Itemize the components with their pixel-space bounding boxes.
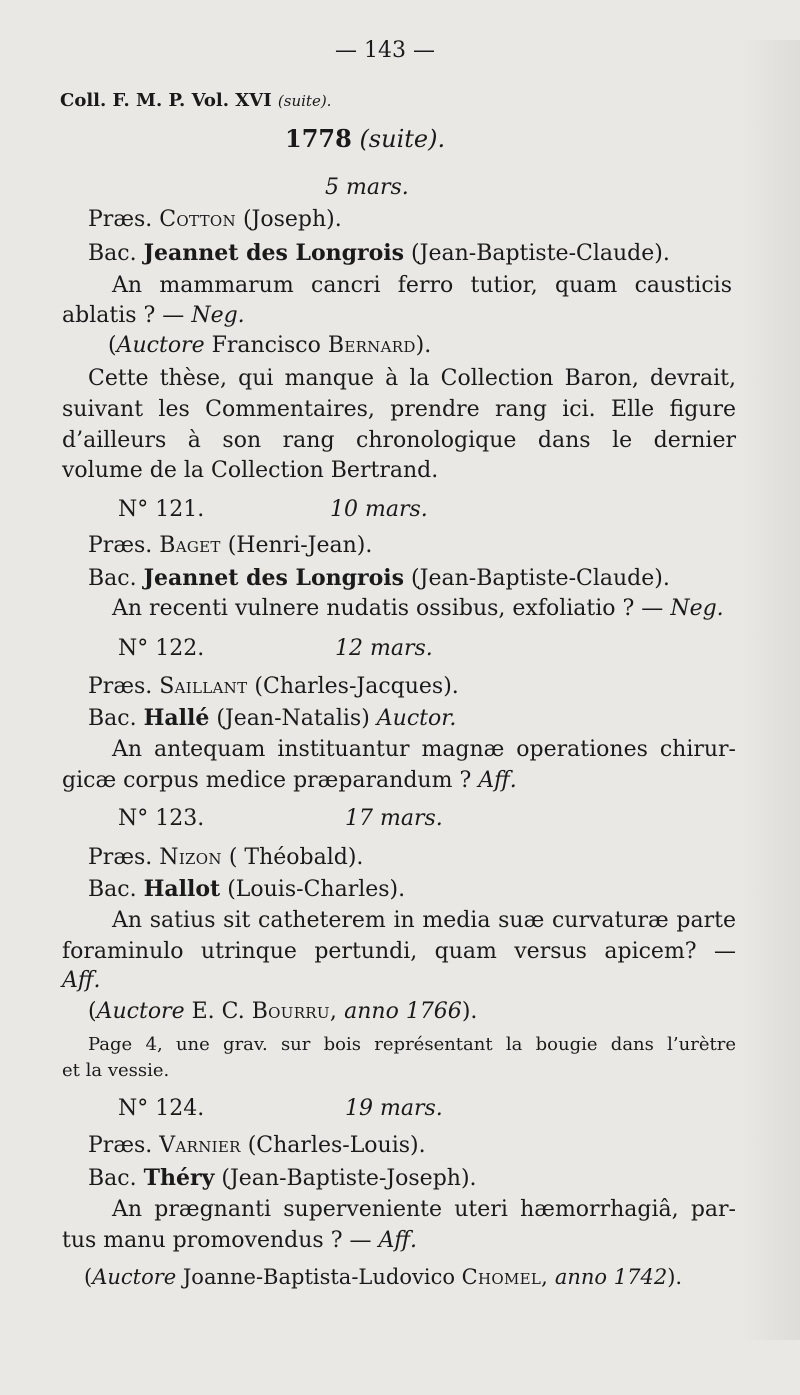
bleed-through-shadow [740, 40, 800, 1340]
auctor-name: Bourru, [251, 999, 338, 1024]
question-text: ablatis ? — [62, 303, 185, 328]
bachelor-given: (Jean-Baptiste-Claude). [411, 241, 670, 266]
entry-1-note-line-3: d’ailleurs à son rang chronologique dans le dernier [62, 428, 736, 453]
question-text: tus manu promovendus ? — [62, 1228, 372, 1253]
praeses-name: Nizon [159, 845, 222, 870]
bachelor-label: Bac. [88, 706, 137, 731]
praeses-name: Varnier [159, 1133, 241, 1158]
auctor-name: Bernard [327, 333, 416, 358]
praeses-label: Præs. [88, 845, 153, 870]
year-heading [285, 126, 445, 152]
entry-3-question-line-2 [62, 768, 517, 794]
auctor-word: Auctore [96, 999, 185, 1024]
entry-4-question-line-1: An satius sit catheterem in media suæ curvaturæ parte [112, 908, 736, 933]
entry-3-praeses [88, 674, 459, 700]
running-head-suite: (suite). [277, 92, 332, 110]
entry-3-number: N° 122. [118, 636, 205, 661]
entry-1-praeses [88, 207, 342, 233]
entry-1-date: 5 mars. [325, 175, 409, 200]
praeses-label: Præs. [88, 674, 153, 699]
entry-3-bachelor [88, 705, 456, 732]
entry-3-question-line-1: An antequam instituantur magnæ operationes chirur- [112, 737, 736, 762]
bachelor-label: Bac. [88, 877, 137, 902]
bachelor-name: Hallé [143, 705, 210, 731]
praeses-given: (Charles-Jacques). [254, 674, 459, 699]
entry-1-auctor: (Auctore Francisco Bernard). [108, 333, 432, 358]
entry-4-question-line-3: Aff. [62, 968, 101, 993]
entry-5-number: N° 124. [118, 1096, 205, 1121]
entry-4-praeses [88, 845, 363, 871]
page-number: — 143 — [335, 38, 435, 63]
entry-5-praeses [88, 1133, 426, 1159]
praeses-given: (Joseph). [242, 207, 342, 232]
praeses-label: Præs. [88, 207, 153, 232]
entry-5-date: 19 mars. [345, 1096, 443, 1121]
praeses-given: ( Théobald). [228, 845, 364, 870]
entry-4-page-note-line-1: Page 4, une grav. sur bois représentant la bougie dans l’urètre [88, 1034, 736, 1055]
question-text: An recenti vulnere nudatis ossibus, exfoliatio ? — [112, 596, 664, 621]
question-answer: Aff. [478, 768, 517, 793]
running-head-coll: Coll. F. M. P. Vol. XVI [60, 90, 272, 111]
entry-4-question-line-2: foraminulo utrinque pertundi, quam versus apicem? — [62, 939, 736, 964]
bachelor-given: (Jean-Natalis) [216, 706, 370, 731]
bachelor-name: Jeannet des Longrois [143, 240, 405, 266]
entry-1-note-line-4: volume de la Collection Bertrand. [62, 458, 439, 483]
entry-5-question-line-2 [62, 1228, 417, 1254]
question-answer: Aff. [378, 1228, 417, 1253]
bachelor-label: Bac. [88, 1166, 137, 1191]
entry-2-number: N° 121. [118, 497, 205, 522]
entry-2-praeses [88, 533, 372, 559]
year-suite: (suite). [359, 125, 446, 153]
entry-2-question [112, 596, 724, 622]
praeses-label: Præs. [88, 533, 153, 558]
praeses-label: Præs. [88, 1133, 153, 1158]
auctor-first-name: Joanne-Baptista-Ludovico [182, 1265, 455, 1289]
bachelor-given: (Jean-Baptiste-Joseph). [221, 1166, 477, 1191]
bachelor-given: (Louis-Charles). [227, 877, 406, 902]
year: 1778 [285, 124, 352, 153]
entry-5-auctor: (Auctore Joanne-Baptista-Ludovico Chomel, anno 1742). [84, 1265, 683, 1289]
bachelor-auctor: Auctor. [376, 706, 457, 731]
auctor-year: anno 1742 [554, 1265, 668, 1289]
entry-5-question-line-1: An prægnanti superveniente uteri hæmorrhagiâ, par- [112, 1197, 736, 1222]
bachelor-name: Hallot [143, 876, 221, 902]
entry-1-note-line-2: suivant les Commentaires, prendre rang ici. Elle figure [62, 397, 736, 422]
question-text: gicæ corpus medice præparandum ? [62, 768, 472, 793]
question-answer: Neg. [191, 303, 245, 328]
entry-2-date: 10 mars. [330, 497, 428, 522]
entry-4-page-note-line-2: et la vessie. [62, 1060, 170, 1081]
entry-1-question-line-1: An mammarum cancri ferro tutior, quam causticis [112, 273, 732, 298]
auctor-name: Chomel, [461, 1265, 549, 1289]
entry-1-note-line-1: Cette thèse, qui manque à la Collection Baron, devrait, [88, 366, 736, 391]
praeses-given: (Henri-Jean). [227, 533, 373, 558]
entry-3-date: 12 mars. [335, 636, 433, 661]
praeses-given: (Charles-Louis). [247, 1133, 426, 1158]
praeses-name: Baget [159, 533, 221, 558]
entry-2-bachelor [88, 565, 670, 592]
praeses-name: Saillant [159, 674, 248, 699]
auctor-word: Auctore [92, 1265, 177, 1289]
entry-4-bachelor [88, 876, 405, 903]
entry-1-bachelor [88, 240, 670, 267]
bachelor-given: (Jean-Baptiste-Claude). [411, 566, 670, 591]
entry-4-date: 17 mars. [345, 806, 443, 831]
auctor-year: anno 1766 [344, 999, 462, 1024]
running-head [60, 88, 331, 114]
auctor-word: Auctore [116, 333, 205, 358]
entry-5-bachelor [88, 1165, 477, 1192]
bachelor-name: Jeannet des Longrois [143, 565, 405, 591]
auctor-first-name: Francisco [211, 333, 321, 358]
bachelor-label: Bac. [88, 566, 137, 591]
entry-1-question-line-2 [62, 303, 245, 329]
auctor-first-name: E. C. [191, 999, 245, 1024]
praeses-name: Cotton [159, 207, 236, 232]
entry-4-auctor: (Auctore E. C. Bourru, anno 1766). [88, 999, 478, 1024]
bachelor-label: Bac. [88, 241, 137, 266]
bachelor-name: Théry [143, 1165, 215, 1191]
question-answer: Neg. [670, 596, 724, 621]
entry-4-number: N° 123. [118, 806, 205, 831]
